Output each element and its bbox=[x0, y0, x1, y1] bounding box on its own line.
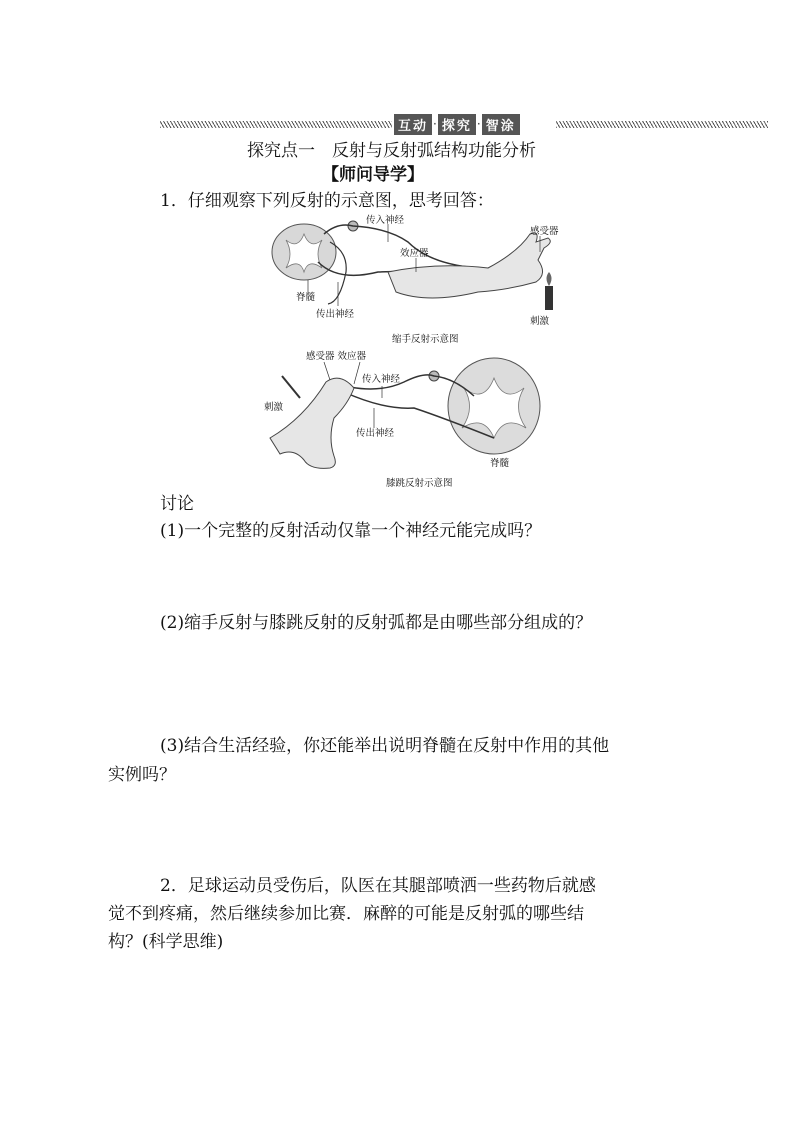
leg-shape bbox=[270, 378, 354, 468]
label-effector: 效应器 bbox=[400, 248, 429, 259]
candle-shape bbox=[545, 286, 553, 310]
question-1-3-line1: (3)结合生活经验，你还能举出说明脊髓在反射中作用的其他 bbox=[160, 736, 610, 756]
banner-rule-right bbox=[556, 121, 768, 128]
question-1-2: (2)缩手反射与膝跳反射的反射弧都是由哪些部分组成的？ bbox=[160, 613, 593, 633]
banner-separator: · bbox=[476, 117, 481, 131]
figure2-caption: 膝跳反射示意图 bbox=[386, 478, 453, 489]
label-receptor-effector: 感受器 效应器 bbox=[306, 351, 367, 362]
label-stimulus: 刺激 bbox=[264, 402, 284, 413]
label-receptor: 感受器 bbox=[530, 226, 559, 237]
banner-separator: · bbox=[433, 117, 437, 131]
section-title: 探究点一 反射与反射弧结构功能分析 bbox=[247, 141, 536, 161]
subheading: 【师问导学】 bbox=[322, 165, 424, 185]
banner-item: 探究 bbox=[438, 114, 476, 135]
label-afferent-nerve: 传入神经 bbox=[362, 374, 401, 385]
flame-shape bbox=[547, 272, 552, 286]
pointer-line bbox=[354, 362, 360, 384]
banner-item: 智涂 bbox=[482, 114, 520, 135]
question-2-line3: 构？(科学思维) bbox=[108, 932, 224, 952]
label-efferent-nerve: 传出神经 bbox=[356, 428, 395, 439]
knee-jerk-reflex-figure bbox=[264, 348, 570, 490]
section-banner bbox=[394, 113, 520, 135]
banner-item: 互动 bbox=[394, 114, 432, 135]
arm-shape bbox=[388, 233, 550, 298]
banner-rule-left bbox=[160, 121, 392, 128]
label-stimulus: 刺激 bbox=[530, 316, 550, 327]
figure1-caption: 缩手反射示意图 bbox=[392, 334, 459, 345]
question-1-3-line2: 实例吗？ bbox=[108, 765, 176, 785]
question-2-line1: 2．足球运动员受伤后，队医在其腿部喷洒一些药物后就感 bbox=[160, 876, 596, 896]
label-spinal-cord: 脊髓 bbox=[296, 292, 316, 303]
withdrawal-reflex-figure bbox=[268, 212, 578, 348]
label-efferent-nerve: 传出神经 bbox=[316, 309, 355, 320]
pointer-line bbox=[324, 362, 330, 380]
discussion-heading: 讨论 bbox=[160, 494, 194, 514]
question-1-intro: 1．仔细观察下列反射的示意图，思考回答： bbox=[160, 191, 494, 211]
reflex-hammer-shape bbox=[282, 376, 300, 398]
question-2-line2: 觉不到疼痛，然后继续参加比赛．麻醉的可能是反射弧的哪些结 bbox=[108, 904, 584, 924]
label-spinal-cord: 脊髓 bbox=[490, 458, 510, 469]
label-afferent-nerve: 传入神经 bbox=[366, 215, 405, 226]
question-1-1: (1)一个完整的反射活动仅靠一个神经元能完成吗？ bbox=[160, 521, 542, 541]
